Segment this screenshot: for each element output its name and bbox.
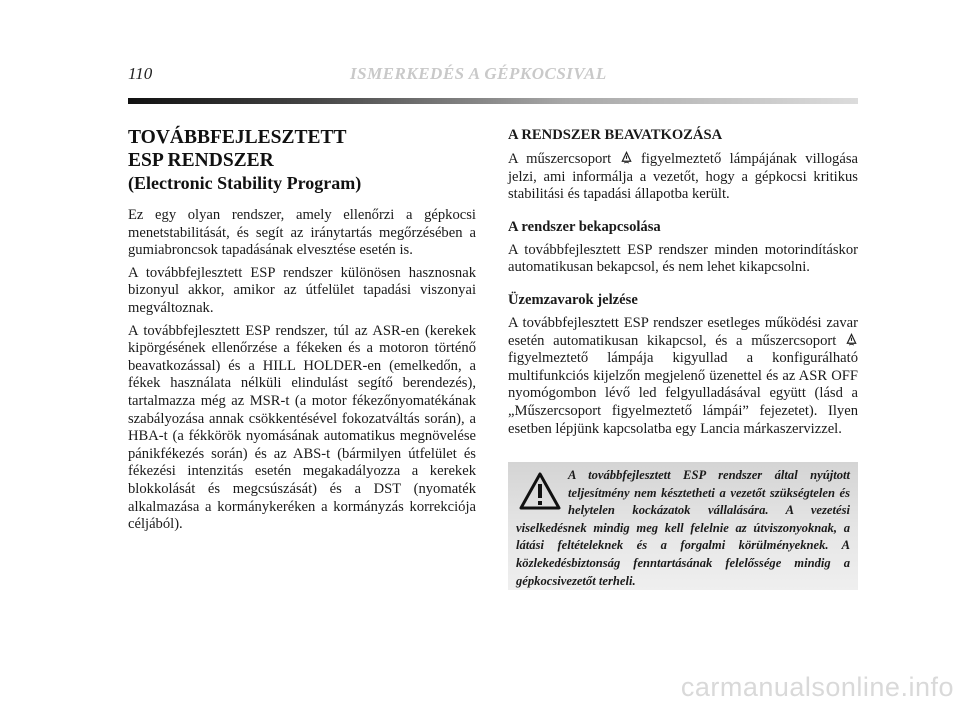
components-paragraph: A továbbfejlesztett ESP rendszer, túl az ASR-en (kerekek kipörgésének ellenőrzése a fékeken és a motoron történő beavatkozással) és a HILL HOLDER-en (emelkedőn, a fékek használata nélküli elindulást segítő berendezés), tartalmazza még az MSR-t (a motor fékezőnyomatékának szabályozása annak csökkentésével fokozatváltás során), a HBA-t (a fékkörök nyomásának automatikus megnövelése pánikfékezés során) és az ABS-t (bármilyen útfelület és fékezési intenzitás esetén megakadályozza a kerekek blokkolását és megcsúszását) és a DST (nyomaték alkalmazása a kormánykeréken a kormányzás korrekciója céljából). [128, 322, 476, 533]
title-line-2: ESP RENDSZER [128, 150, 274, 171]
intervention-paragraph [508, 151, 858, 204]
title-line-1: TOVÁBBFEJLESZTETT [128, 127, 347, 148]
warning-triangle-icon [518, 471, 562, 511]
fault-heading: Üzemzavarok jelzése [508, 291, 638, 308]
activation-paragraph: A továbbfejlesztett ESP rendszer minden motorindításkor automatikusan bekapcsol, és nem lehet kikapcsolni. [508, 241, 858, 276]
right-column [508, 126, 858, 443]
warning-text: A továbbfejlesztett ESP rendszer által nyújtott teljesítmény nem késztetheti a vezetőt szükségtelen és helytelen kockázatok vállalására. A vezetési viselkedésnek mindig meg kell felelnie az útviszonyoknak, a látási feltételeknek és a forgalmi körülményeknek. A közlekedésbiztonság fenntartásának felelőssége mindig a gépkocsivezetőt terheli. [516, 468, 850, 588]
fault-text-before: A továbbfejlesztett ESP rendszer esetleges működési zavar esetén automatikusan kikapcsol, és a műszercsoport [508, 314, 858, 349]
fault-paragraph [508, 315, 858, 438]
warning-box [508, 462, 858, 590]
usefulness-paragraph: A továbbfejlesztett ESP rendszer különösen hasznosnak bizonyul akkor, amikor az útfelület tapadási viszonyai megváltoznak. [128, 264, 476, 316]
esp-warning-light-icon [845, 333, 858, 346]
fault-text-after: figyelmeztető lámpája kigyullad a konfigurálható multifunkciós kijelzőn megjelenő üzenettel és az ASR OFF nyomógombon lévő led felgyulladásával együtt (lásd a „Műszercsoport figyelmeztető lámpái” fejezetet). Ilyen esetben lépjünk kapcsolatba egy Lancia márkaszervizzel. [508, 350, 858, 437]
title-line-3: (Electronic Stability Program) [128, 173, 362, 193]
page-header [128, 64, 858, 104]
intro-paragraph: Ez egy olyan rendszer, amely ellenőrzi a gépkocsi menetstabilitását, és segít az iránytartás megőrzésében a gumiabroncsok tapadásának elvesztése esetén is. [128, 207, 476, 259]
left-column [128, 126, 476, 539]
section-title [128, 126, 476, 195]
activation-heading: A rendszer bekapcsolása [508, 218, 661, 235]
intervention-text-after: figyelmeztető lámpájának villogása jelzi, ami informálja a vezetőt, hogy a gépkocsi kritikus stabilitási és tapadási állapotba került. [508, 151, 858, 203]
section-heading: A RENDSZER BEAVATKOZÁSA [508, 127, 723, 143]
watermark: carmanualsonline.info [680, 672, 954, 702]
header-rule [128, 98, 858, 104]
page-number: 110 [128, 64, 153, 83]
running-title: ISMERKEDÉS A GÉPKOCSIVAL [350, 64, 607, 83]
intervention-text-before: A műszercsoport [508, 151, 612, 167]
esp-warning-light-icon [620, 151, 633, 164]
